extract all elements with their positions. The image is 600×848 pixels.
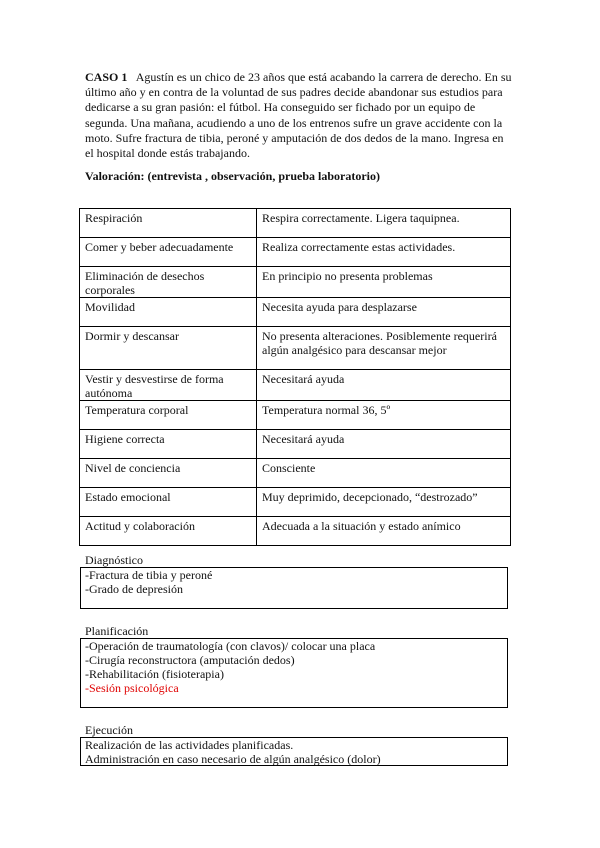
list-item: -Cirugía reconstructora (amputación dedos) xyxy=(85,653,295,667)
case-paragraph xyxy=(85,70,515,161)
case-label: CASO 1 xyxy=(85,70,128,84)
diagnostico-title: Diagnóstico xyxy=(85,553,143,567)
finding-cell: Muy deprimido, decepcionado, “destrozado” xyxy=(257,488,511,517)
finding-cell: Realiza correctamente estas actividades. xyxy=(257,238,511,267)
need-cell: Actitud y colaboración xyxy=(80,517,257,546)
list-item: -Operación de traumatología (con clavos)/ colocar una placa xyxy=(85,639,376,653)
planificacion-title: Planificación xyxy=(85,624,149,638)
valoracion-heading: Valoración: (entrevista , observación, prueba laboratorio) xyxy=(85,169,380,183)
need-cell: Dormir y descansar xyxy=(80,327,257,370)
diagnostico-box xyxy=(80,567,508,609)
need-cell: Nivel de conciencia xyxy=(80,459,257,488)
list-item: -Rehabilitación (fisioterapia) xyxy=(85,667,224,681)
ejecucion-title: Ejecución xyxy=(85,723,133,737)
finding-cell: Consciente xyxy=(257,459,511,488)
finding-cell: Temperatura normal 36, 5º xyxy=(257,401,511,430)
list-item: -Fractura de tibia y peroné xyxy=(85,568,213,582)
finding-cell: No presenta alteraciones. Posiblemente requerirá algún analgésico para descansar mejor xyxy=(257,327,511,370)
finding-cell: Adecuada a la situación y estado anímico xyxy=(257,517,511,546)
table-row xyxy=(80,459,511,488)
finding-cell: Necesitará ayuda xyxy=(257,370,511,401)
table-row xyxy=(80,488,511,517)
table-row xyxy=(80,430,511,459)
ejecucion-box xyxy=(80,737,508,766)
list-item: Realización de las actividades planificadas. xyxy=(85,738,294,752)
finding-cell: Necesitará ayuda xyxy=(257,430,511,459)
table-row xyxy=(80,298,511,327)
table-row xyxy=(80,209,511,238)
finding-cell: En principio no presenta problemas xyxy=(257,267,511,298)
list-item: Administración en caso necesario de algún analgésico (dolor) xyxy=(85,752,381,766)
need-cell: Vestir y desvestirse de forma autónoma xyxy=(80,370,257,401)
table-row xyxy=(80,327,511,370)
planificacion-box xyxy=(80,638,508,708)
need-cell: Estado emocional xyxy=(80,488,257,517)
need-cell: Temperatura corporal xyxy=(80,401,257,430)
case-text: Agustín es un chico de 23 años que está acabando la carrera de derecho. En su último año y en contra de la voluntad de sus padres decide abandonar sus estudios para dedicarse a su gran pasión: el fútbol. Ha conseguido ser fichado por un equipo de segunda. Una mañana, acudiendo a uno de los entrenos sufre un grave accidente con la moto. Sufre fractura de tibia, peroné y amputación de dos dedos de la mano. Ingresa en el hospital donde estás trabajando. xyxy=(85,70,512,161)
need-cell: Movilidad xyxy=(80,298,257,327)
table-row xyxy=(80,267,511,298)
need-cell: Comer y beber adecuadamente xyxy=(80,238,257,267)
assessment-table xyxy=(79,208,511,546)
need-cell: Respiración xyxy=(80,209,257,238)
list-item: -Grado de depresión xyxy=(85,582,183,596)
need-cell: Higiene correcta xyxy=(80,430,257,459)
table-row xyxy=(80,401,511,430)
list-item-highlighted: -Sesión psicológica xyxy=(85,681,179,695)
need-cell: Eliminación de desechos corporales xyxy=(80,267,257,298)
finding-cell: Necesita ayuda para desplazarse xyxy=(257,298,511,327)
table-row xyxy=(80,370,511,401)
finding-cell: Respira correctamente. Ligera taquipnea. xyxy=(257,209,511,238)
table-row xyxy=(80,238,511,267)
table-row xyxy=(80,517,511,546)
